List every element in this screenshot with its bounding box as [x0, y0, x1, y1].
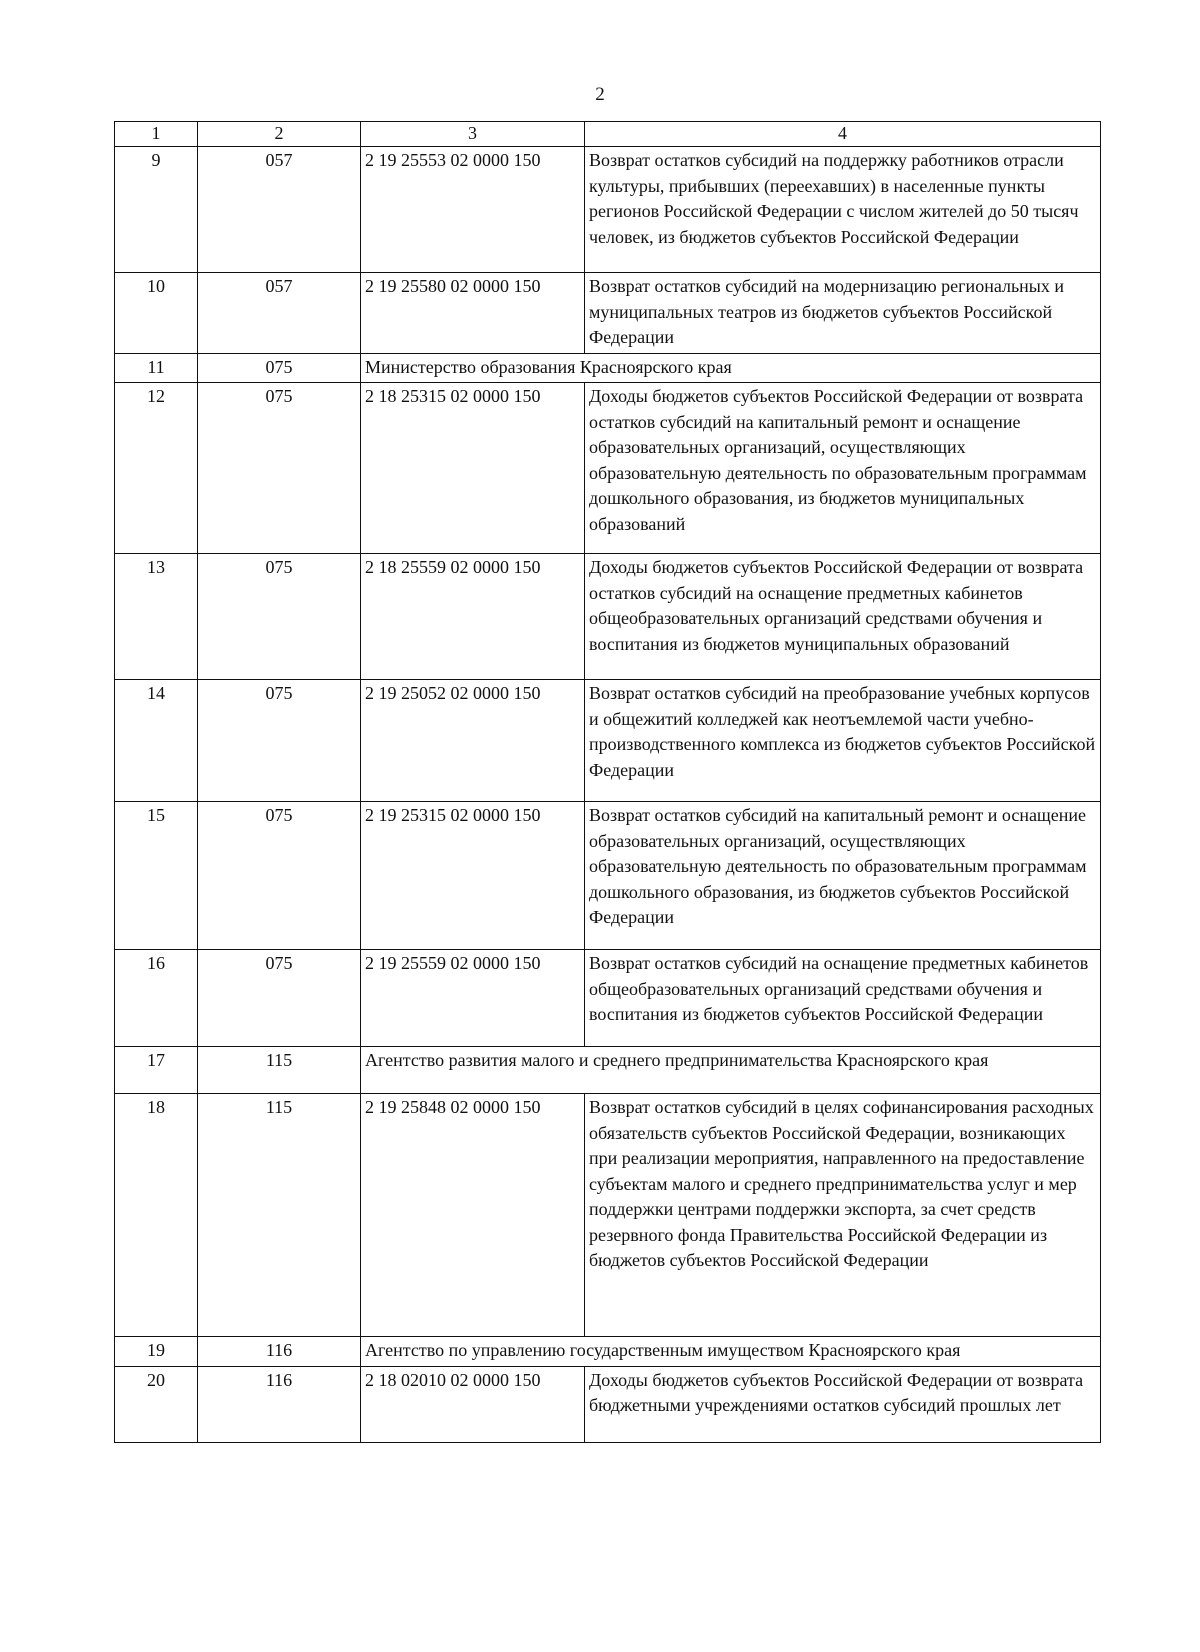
row-number: 17 — [115, 1047, 198, 1094]
table-row — [115, 950, 1101, 1047]
row-number: 16 — [115, 950, 198, 1047]
budget-classification-code: 2 18 25559 02 0000 150 — [361, 554, 585, 680]
table-row — [115, 1047, 1101, 1094]
row-number: 12 — [115, 383, 198, 554]
row-number: 14 — [115, 680, 198, 802]
page-number: 2 — [595, 84, 605, 105]
row-number: 19 — [115, 1337, 198, 1367]
administrator-name: Агентство по управлению государственным имуществом Красноярского края — [361, 1337, 1101, 1367]
table-row — [115, 383, 1101, 554]
admin-code: 075 — [198, 554, 361, 680]
row-number: 18 — [115, 1094, 198, 1337]
revenue-name: Возврат остатков субсидий на преобразование учебных корпусов и общежитий колледжей как неотъемлемой части учебно-производственного комплекса из бюджетов субъектов Российской Федерации — [585, 680, 1101, 802]
budget-classification-code: 2 19 25848 02 0000 150 — [361, 1094, 585, 1337]
table-row — [115, 1094, 1101, 1337]
revenue-name: Возврат остатков субсидий на капитальный ремонт и оснащение образовательных организаций, осуществляющих образовательную деятельность по образовательным программам дошкольного образования, из бюджетов субъектов Российской Федерации — [585, 802, 1101, 950]
budget-classification-code: 2 19 25553 02 0000 150 — [361, 147, 585, 273]
admin-code: 057 — [198, 147, 361, 273]
column-header: 3 — [361, 122, 585, 147]
table-row — [115, 353, 1101, 383]
revenue-name: Доходы бюджетов субъектов Российской Федерации от возврата остатков субсидий на капитальный ремонт и оснащение образовательных организаций, осуществляющих образовательную деятельность по образовательным программам дошкольного образования, из бюджетов муниципальных образований — [585, 383, 1101, 554]
column-header: 2 — [198, 122, 361, 147]
row-number: 20 — [115, 1366, 198, 1442]
admin-code: 075 — [198, 802, 361, 950]
admin-code: 075 — [198, 383, 361, 554]
table-row — [115, 147, 1101, 273]
table-row — [115, 554, 1101, 680]
table-row — [115, 680, 1101, 802]
table-header-row — [115, 122, 1101, 147]
table-row — [115, 802, 1101, 950]
budget-classification-code: 2 19 25052 02 0000 150 — [361, 680, 585, 802]
table-row — [115, 1366, 1101, 1442]
column-header: 1 — [115, 122, 198, 147]
admin-code: 115 — [198, 1094, 361, 1337]
admin-code: 057 — [198, 273, 361, 354]
revenue-name: Доходы бюджетов субъектов Российской Федерации от возврата остатков субсидий на оснащение предметных кабинетов общеобразовательных организаций средствами обучения и воспитания из бюджетов муниципальных образований — [585, 554, 1101, 680]
revenue-name: Возврат остатков субсидий в целях софинансирования расходных обязательств субъектов Российской Федерации, возникающих при реализации мероприятия, направленного на предоставление субъектам малого и среднего предпринимательства услуг и мер поддержки центрами поддержки экспорта, за счет средств резервного фонда Правительства Российской Федерации из бюджетов субъектов Российской Федерации — [585, 1094, 1101, 1337]
revenue-name: Возврат остатков субсидий на модернизацию региональных и муниципальных театров из бюджетов субъектов Российской Федерации — [585, 273, 1101, 354]
budget-classification-code: 2 18 25315 02 0000 150 — [361, 383, 585, 554]
row-number: 11 — [115, 353, 198, 383]
revenue-name: Возврат остатков субсидий на оснащение предметных кабинетов общеобразовательных организаций средствами обучения и воспитания из бюджетов субъектов Российской Федерации — [585, 950, 1101, 1047]
revenue-name: Доходы бюджетов субъектов Российской Федерации от возврата бюджетными учреждениями остатков субсидий прошлых лет — [585, 1366, 1101, 1442]
admin-code: 075 — [198, 353, 361, 383]
administrator-name: Министерство образования Красноярского края — [361, 353, 1101, 383]
row-number: 9 — [115, 147, 198, 273]
revenue-codes-table — [114, 121, 1101, 1443]
admin-code: 115 — [198, 1047, 361, 1094]
administrator-name: Агентство развития малого и среднего предпринимательства Красноярского края — [361, 1047, 1101, 1094]
table-row — [115, 273, 1101, 354]
admin-code: 116 — [198, 1337, 361, 1367]
admin-code: 075 — [198, 680, 361, 802]
budget-classification-code: 2 19 25580 02 0000 150 — [361, 273, 585, 354]
row-number: 13 — [115, 554, 198, 680]
budget-classification-code: 2 19 25315 02 0000 150 — [361, 802, 585, 950]
budget-classification-code: 2 18 02010 02 0000 150 — [361, 1366, 585, 1442]
budget-classification-code: 2 19 25559 02 0000 150 — [361, 950, 585, 1047]
row-number: 10 — [115, 273, 198, 354]
revenue-name: Возврат остатков субсидий на поддержку работников отрасли культуры, прибывших (переехавших) в населенные пункты регионов Российской Федерации с числом жителей до 50 тысяч человек, из бюджетов субъектов Российской Федерации — [585, 147, 1101, 273]
column-header: 4 — [585, 122, 1101, 147]
admin-code: 116 — [198, 1366, 361, 1442]
row-number: 15 — [115, 802, 198, 950]
table-row — [115, 1337, 1101, 1367]
admin-code: 075 — [198, 950, 361, 1047]
